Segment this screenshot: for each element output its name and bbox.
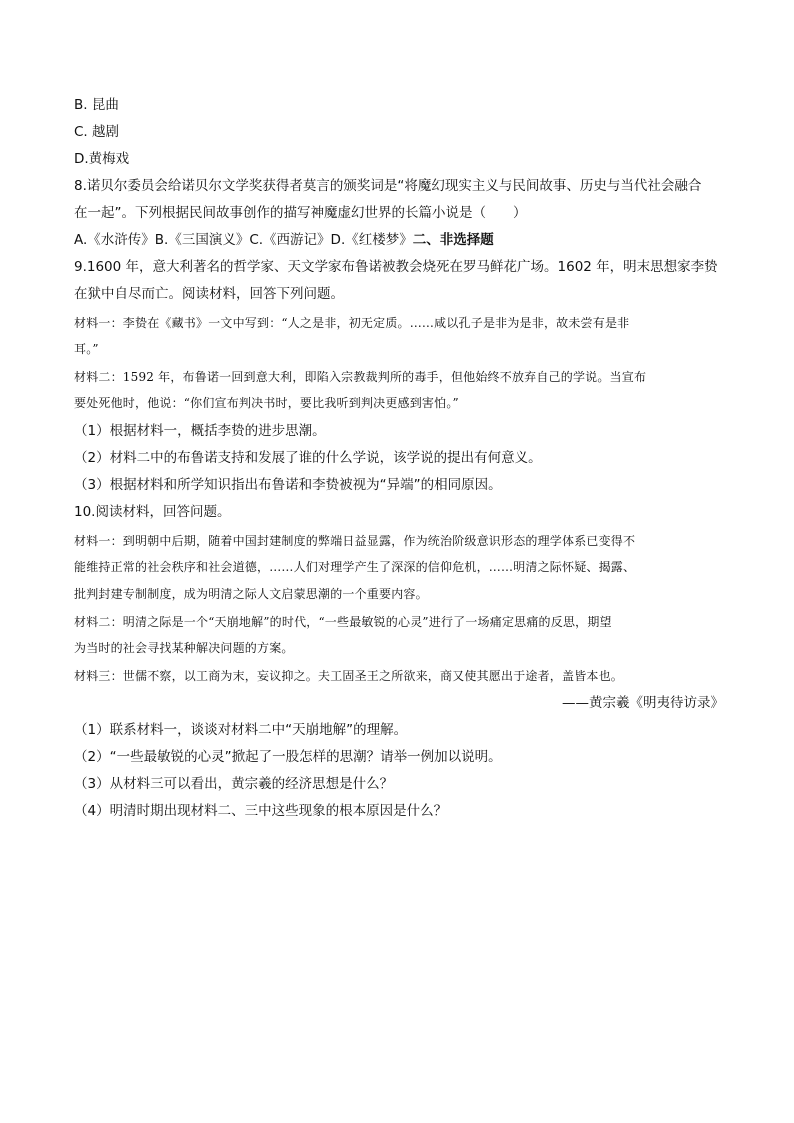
q9-stem-line1: 9.1600 年，意大利著名的哲学家、天文学家布鲁诺被教会烧死在罗马鲜花广场。1602 年，明末思想家李贽 [74,259,718,275]
q10-material2-line1: 材料二：明清之际是一个“天崩地解”的时代，“一些最敏锐的心灵”进行了一场痛定思痛的反思，期望 [74,615,612,629]
q10-source: ——黄宗羲《明夷待访录》 [562,695,724,711]
q10-question-1: （1）联系材料一，谈谈对材料二中“天崩地解”的理解。 [74,722,408,738]
q10-material1-line2: 能维持正常的社会秩序和社会道德，……人们对理学产生了深深的信仰危机，……明清之际怀疑、揭露、 [74,560,636,574]
q8-stem-line1: 8.诺贝尔委员会给诺贝尔文学奖获得者莫言的颁奖词是“将魔幻现实主义与民间故事、历史与当代社会融合 [74,178,702,194]
q10-stem: 10.阅读材料，回答问题。 [74,504,231,520]
q9-question-1: （1）根据材料一，概括李贽的进步思潮。 [74,423,326,439]
q10-material3: 材料三：世儒不察，以工商为末，妄议抑之。夫工固圣王之所欲来，商又使其愿出于途者，盖皆本也。 [74,669,624,683]
q9-question-3: （3）根据材料和所学知识指出布鲁诺和李贽被视为“异端”的相同原因。 [74,477,502,493]
q9-stem-line2: 在狱中自尽而亡。阅读材料，回答下列问题。 [74,286,344,302]
q8-options: A.《水浒传》B.《三国演义》C.《西游记》D.《红楼梦》 [74,232,413,248]
q10-material2-line2: 为当时的社会寻找某种解决问题的方案。 [74,641,294,655]
q10-material1-line1: 材料一：到明朝中后期，随着中国封建制度的弊端日益显露，作为统治阶级意识形态的理学体系已变得不 [74,534,636,548]
q9-question-2: （2）材料二中的布鲁诺支持和发展了谁的什么学说，该学说的提出有何意义。 [74,450,542,466]
q10-question-3: （3）从材料三可以看出，黄宗羲的经济思想是什么？ [74,776,394,792]
q9-material2-line2: 要处死他时，他说：“你们宣布判决书时，要比我听到判决更感到害怕。” [74,396,459,410]
q9-material1-line2: 耳。” [74,342,99,356]
q8-options-row [74,231,724,249]
q7-option-c: C. 越剧 [74,124,120,140]
q9-material1-line1: 材料一：李贽在《藏书》一文中写到：“人之是非，初无定质。……咸以孔子是非为是非，故未尝有是非 [74,316,630,330]
q9-material2-line1: 材料二：1592 年，布鲁诺一回到意大利，即陷入宗教裁判所的毒手，但他始终不放弃自己的学说。当宣布 [74,370,647,384]
section-heading: 二、非选择题 [412,232,494,248]
q8-stem-line2: 在一起”。下列根据民间故事创作的描写神魔虚幻世界的长篇小说是（ ） [74,205,527,221]
q7-option-d: D.黄梅戏 [74,151,130,167]
q10-material1-line3: 批判封建专制制度，成为明清之际人文启蒙思潮的一个重要内容。 [74,587,428,601]
q7-option-b: B. 昆曲 [74,97,119,113]
q10-question-2: （2）“一些最敏锐的心灵”掀起了一股怎样的思潮？请举一例加以说明。 [74,749,502,765]
q10-question-4: （4）明清时期出现材料二、三中这些现象的根本原因是什么？ [74,803,448,819]
